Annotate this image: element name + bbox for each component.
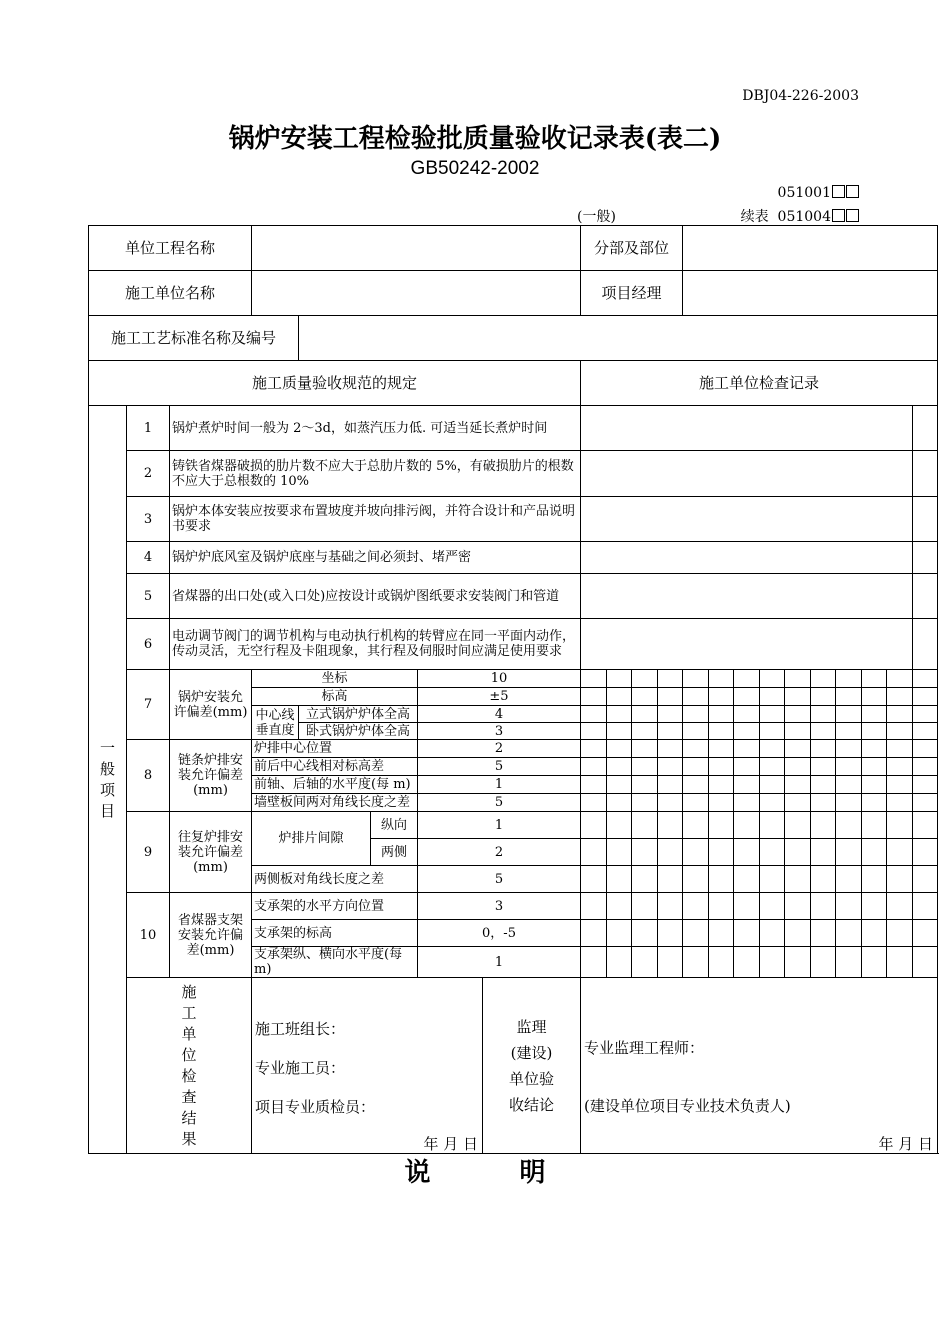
measure-cell[interactable] — [785, 688, 811, 706]
measure-cell[interactable] — [734, 947, 760, 978]
measure-cell[interactable] — [734, 920, 760, 947]
explanation-heading: 说 明 — [404, 1158, 586, 1188]
item-6-no: 6 — [127, 619, 170, 670]
measure-cell[interactable] — [760, 893, 785, 920]
item-8-row-3: 前轴、后轴的水平度(每 m) — [252, 776, 418, 794]
item-2-extra[interactable] — [913, 451, 938, 497]
measure-cell[interactable] — [862, 723, 887, 740]
form-number-1: 051001 — [778, 185, 859, 201]
measure-cell[interactable] — [887, 812, 913, 839]
measure-cell[interactable] — [862, 947, 887, 978]
measure-cell[interactable] — [760, 706, 785, 723]
measure-cell[interactable] — [887, 688, 913, 706]
measure-cell[interactable] — [709, 723, 734, 740]
item-3-record[interactable] — [581, 497, 913, 542]
measure-cell[interactable] — [913, 794, 938, 812]
form-title: 锅炉安装工程检验批质量验收记录表(表二) — [228, 124, 722, 154]
item-5-extra[interactable] — [913, 574, 938, 619]
measure-cell[interactable] — [862, 839, 887, 866]
measure-cell[interactable] — [862, 920, 887, 947]
measure-cell[interactable] — [760, 758, 785, 776]
measure-cell[interactable] — [709, 893, 734, 920]
measure-cell[interactable] — [683, 794, 709, 812]
measure-cell[interactable] — [811, 723, 836, 740]
sub-part-label: 分部及部位 — [581, 226, 683, 271]
measure-cell[interactable] — [658, 812, 683, 839]
construction-unit-field[interactable] — [252, 271, 581, 316]
measure-cell[interactable] — [913, 723, 938, 740]
item-8-row-2: 前后中心线相对标高差 — [252, 758, 418, 776]
measure-cell[interactable] — [836, 893, 862, 920]
measure-cell[interactable] — [913, 758, 938, 776]
measure-cell[interactable] — [581, 670, 607, 688]
measure-cell[interactable] — [836, 866, 862, 893]
measure-cell[interactable] — [887, 758, 913, 776]
measure-cell[interactable] — [913, 893, 938, 920]
measure-cell[interactable] — [811, 670, 836, 688]
measure-cell[interactable] — [760, 947, 785, 978]
item-9-long-value: 1 — [418, 812, 581, 839]
measure-cell[interactable] — [581, 706, 607, 723]
measure-cell[interactable] — [734, 866, 760, 893]
measure-cell[interactable] — [734, 893, 760, 920]
item-9-sides-value: 2 — [418, 839, 581, 866]
measure-cell[interactable] — [862, 740, 887, 758]
measure-cell[interactable] — [836, 794, 862, 812]
measure-cell[interactable] — [581, 920, 607, 947]
measure-cell[interactable] — [836, 740, 862, 758]
item-7-vertical: 立式锅炉炉体全高 — [299, 706, 418, 723]
item-8-no: 8 — [127, 740, 170, 812]
measure-cell[interactable] — [632, 706, 658, 723]
measure-cell[interactable] — [658, 866, 683, 893]
measure-cell[interactable] — [607, 839, 632, 866]
measure-cell[interactable] — [607, 947, 632, 978]
item-9-diag: 两侧板对角线长度之差 — [252, 866, 418, 893]
measure-cell[interactable] — [658, 947, 683, 978]
measure-cell[interactable] — [607, 670, 632, 688]
form-number-2: 续表 051004 — [741, 206, 859, 226]
measure-cell[interactable] — [785, 866, 811, 893]
measure-cell[interactable] — [709, 839, 734, 866]
measure-cell[interactable] — [913, 947, 938, 978]
item-4-record[interactable] — [581, 542, 913, 574]
measure-cell[interactable] — [887, 740, 913, 758]
measure-cell[interactable] — [785, 947, 811, 978]
measure-cell[interactable] — [887, 706, 913, 723]
measure-cell[interactable] — [709, 776, 734, 794]
measure-cell[interactable] — [836, 812, 862, 839]
item-7-center: 中心线垂直度 — [252, 706, 299, 740]
standard-code: GB50242-2002 — [410, 158, 540, 179]
measure-cell[interactable] — [760, 776, 785, 794]
measure-cell[interactable] — [887, 794, 913, 812]
measure-cell[interactable] — [734, 670, 760, 688]
measure-cell[interactable] — [658, 893, 683, 920]
item-7-label: 锅炉安装允许偏差(mm) — [170, 670, 252, 740]
measure-cell[interactable] — [887, 723, 913, 740]
measure-cell[interactable] — [785, 706, 811, 723]
measure-cell[interactable] — [581, 688, 607, 706]
item-1-extra[interactable] — [913, 406, 938, 451]
measure-cell[interactable] — [734, 776, 760, 794]
measure-cell[interactable] — [887, 893, 913, 920]
item-6-extra[interactable] — [913, 619, 938, 670]
measure-cell[interactable] — [734, 794, 760, 812]
measure-cell[interactable] — [632, 723, 658, 740]
measure-cell[interactable] — [734, 839, 760, 866]
measure-cell[interactable] — [887, 670, 913, 688]
measure-cell[interactable] — [709, 740, 734, 758]
measure-cell[interactable] — [785, 839, 811, 866]
item-1-record[interactable] — [581, 406, 913, 451]
measure-cell[interactable] — [658, 776, 683, 794]
item-10-no: 10 — [127, 893, 170, 978]
measure-cell[interactable] — [811, 688, 836, 706]
process-standard-field[interactable] — [299, 316, 938, 361]
measure-cell[interactable] — [683, 758, 709, 776]
construction-unit-label: 施工单位名称 — [89, 271, 252, 316]
measure-cell[interactable] — [683, 688, 709, 706]
item-2-no: 2 — [127, 451, 170, 497]
measure-cell[interactable] — [658, 920, 683, 947]
item-9-no: 9 — [127, 812, 170, 893]
measure-cell[interactable] — [734, 758, 760, 776]
measure-cell[interactable] — [581, 812, 607, 839]
measure-cell[interactable] — [632, 758, 658, 776]
measure-cell[interactable] — [581, 866, 607, 893]
item-8-row-1: 炉排中心位置 — [252, 740, 418, 758]
unit-project-label: 单位工程名称 — [89, 226, 252, 271]
item-9-diag-value: 5 — [418, 866, 581, 893]
measure-cell[interactable] — [785, 670, 811, 688]
measure-cell[interactable] — [683, 723, 709, 740]
measure-cell[interactable] — [658, 839, 683, 866]
item-8-row-4: 墙壁板间两对角线长度之差 — [252, 794, 418, 812]
measure-cell[interactable] — [862, 758, 887, 776]
item-10-label: 省煤器支架安装允许偏差(mm) — [170, 893, 252, 978]
measure-cell[interactable] — [913, 812, 938, 839]
measure-cell[interactable] — [811, 947, 836, 978]
measure-cell[interactable] — [913, 866, 938, 893]
item-3-extra[interactable] — [913, 497, 938, 542]
spec-header: 施工质量验收规范的规定 — [89, 361, 581, 406]
measure-cell[interactable] — [709, 947, 734, 978]
construction-check-result-label: 施工单位检查结果 — [127, 978, 252, 1154]
measure-cell[interactable] — [632, 866, 658, 893]
item-1-text: 锅炉煮炉时间一般为 2～3d，如蒸汽压力低. 可适当延长煮炉时间 — [170, 406, 581, 451]
item-2-text: 铸铁省煤器破损的肋片数不应大于总肋片数的 5%，有破损肋片的根数不应大于总根数的 10% — [170, 451, 581, 497]
measure-cell[interactable] — [836, 839, 862, 866]
measure-cell[interactable] — [887, 839, 913, 866]
measure-cell[interactable] — [581, 839, 607, 866]
measure-cell[interactable] — [607, 706, 632, 723]
general-items-label: 一般项目 — [89, 406, 127, 1154]
item-2-record[interactable] — [581, 451, 913, 497]
measure-cell[interactable] — [607, 758, 632, 776]
item-9-label: 往复炉排安装允许偏差(mm) — [170, 812, 252, 893]
measure-cell[interactable] — [683, 947, 709, 978]
measure-cell[interactable] — [658, 740, 683, 758]
measure-cell[interactable] — [632, 839, 658, 866]
item-1-no: 1 — [127, 406, 170, 451]
measure-cell[interactable] — [760, 670, 785, 688]
item-8-row-2-value: 5 — [418, 758, 581, 776]
measure-cell[interactable] — [785, 794, 811, 812]
item-7-vertical-value: 4 — [418, 706, 581, 723]
measure-cell[interactable] — [760, 688, 785, 706]
construction-date: 年 月 日 — [423, 1135, 478, 1153]
measure-cell[interactable] — [581, 723, 607, 740]
measure-cell[interactable] — [734, 706, 760, 723]
item-8-label: 链条炉排安装允许偏差(mm) — [170, 740, 252, 812]
measure-cell[interactable] — [734, 688, 760, 706]
measure-cell[interactable] — [862, 706, 887, 723]
project-manager-label: 项目经理 — [581, 271, 683, 316]
measure-cell[interactable] — [913, 839, 938, 866]
measure-cell[interactable] — [836, 758, 862, 776]
measure-cell[interactable] — [785, 893, 811, 920]
measure-cell[interactable] — [607, 920, 632, 947]
construction-signoff-block — [252, 978, 483, 1154]
measure-cell[interactable] — [836, 947, 862, 978]
measure-cell[interactable] — [658, 758, 683, 776]
measure-cell[interactable] — [632, 740, 658, 758]
item-8-row-4-value: 5 — [418, 794, 581, 812]
item-8-row-3-value: 1 — [418, 776, 581, 794]
item-10-row-3-value: 1 — [418, 947, 581, 978]
item-7-coord-value: 10 — [418, 670, 581, 688]
measure-cell[interactable] — [683, 706, 709, 723]
measure-cell[interactable] — [811, 740, 836, 758]
measure-cell[interactable] — [632, 776, 658, 794]
measure-cell[interactable] — [836, 706, 862, 723]
item-7-no: 7 — [127, 670, 170, 740]
item-5-record[interactable] — [581, 574, 913, 619]
measure-cell[interactable] — [785, 776, 811, 794]
measure-cell[interactable] — [836, 776, 862, 794]
measure-cell[interactable] — [607, 812, 632, 839]
measure-cell[interactable] — [811, 893, 836, 920]
measure-cell[interactable] — [811, 839, 836, 866]
measure-cell[interactable] — [632, 670, 658, 688]
measure-cell[interactable] — [785, 812, 811, 839]
measure-cell[interactable] — [709, 920, 734, 947]
measure-cell[interactable] — [607, 723, 632, 740]
measure-cell[interactable] — [607, 740, 632, 758]
item-7-horizontal: 卧式锅炉炉体全高 — [299, 723, 418, 740]
measure-cell[interactable] — [734, 723, 760, 740]
supervision-signoff-block — [581, 978, 938, 1154]
measure-cell[interactable] — [632, 947, 658, 978]
measure-cell[interactable] — [632, 920, 658, 947]
document-code: DBJ04-226-2003 — [742, 88, 859, 104]
sub-part-field[interactable] — [683, 226, 938, 271]
team-leader-label: 施工班组长： — [255, 1020, 346, 1038]
item-5-text: 省煤器的出口处(或入口处)应按设计或锅炉图纸要求安装阀门和管道 — [170, 574, 581, 619]
measure-cell[interactable] — [709, 794, 734, 812]
check-record-header: 施工单位检查记录 — [581, 361, 938, 406]
measure-cell[interactable] — [913, 670, 938, 688]
measure-cell[interactable] — [785, 920, 811, 947]
measure-cell[interactable] — [581, 758, 607, 776]
measure-cell[interactable] — [683, 893, 709, 920]
measure-cell[interactable] — [658, 723, 683, 740]
measure-cell[interactable] — [913, 776, 938, 794]
measure-cell[interactable] — [607, 866, 632, 893]
measure-cell[interactable] — [760, 866, 785, 893]
measure-cell[interactable] — [913, 706, 938, 723]
item-7-elev: 标高 — [252, 688, 418, 706]
measure-cell[interactable] — [709, 866, 734, 893]
measure-cell[interactable] — [913, 688, 938, 706]
measure-cell[interactable] — [683, 812, 709, 839]
construction-worker-label: 专业施工员： — [255, 1059, 346, 1077]
measure-cell[interactable] — [632, 688, 658, 706]
item-7-horizontal-value: 3 — [418, 723, 581, 740]
item-10-row-1-value: 3 — [418, 893, 581, 920]
measure-cell[interactable] — [862, 794, 887, 812]
measure-cell[interactable] — [836, 723, 862, 740]
measure-cell[interactable] — [683, 866, 709, 893]
measure-cell[interactable] — [683, 670, 709, 688]
supervision-conclusion-label: 监理(建设)单位验收结论 — [483, 978, 581, 1154]
item-9-gap: 炉排片间隙 — [252, 812, 371, 866]
measure-cell[interactable] — [836, 920, 862, 947]
measure-cell[interactable] — [581, 893, 607, 920]
measure-cell[interactable] — [887, 866, 913, 893]
measure-cell[interactable] — [683, 839, 709, 866]
measure-cell[interactable] — [709, 706, 734, 723]
measure-cell[interactable] — [862, 776, 887, 794]
measure-cell[interactable] — [836, 688, 862, 706]
measure-cell[interactable] — [683, 920, 709, 947]
measure-cell[interactable] — [683, 740, 709, 758]
measure-cell[interactable] — [760, 723, 785, 740]
measure-cell[interactable] — [683, 776, 709, 794]
measure-cell[interactable] — [632, 794, 658, 812]
item-4-text: 锅炉炉底风室及锅炉底座与基础之间必须封、堵严密 — [170, 542, 581, 574]
supervising-engineer-label: 专业监理工程师： — [584, 1039, 705, 1057]
item-5-no: 5 — [127, 574, 170, 619]
measure-cell[interactable] — [607, 893, 632, 920]
measure-cell[interactable] — [607, 688, 632, 706]
item-6-text: 电动调节阀门的调节机构与电动执行机构的转臂应在同一平面内动作，传动灵活，无空行程及卡阻现象，其行程及伺服时间应满足使用要求 — [170, 619, 581, 670]
item-9-sides: 两侧 — [371, 839, 418, 866]
measure-cell[interactable] — [760, 812, 785, 839]
measure-cell[interactable] — [811, 866, 836, 893]
measure-cell[interactable] — [607, 794, 632, 812]
measure-cell[interactable] — [581, 947, 607, 978]
measure-cell[interactable] — [913, 920, 938, 947]
item-10-row-3: 支承架纵、横向水平度(每 m) — [252, 947, 418, 978]
supervision-date: 年 月 日 — [878, 1135, 934, 1153]
measure-cell[interactable] — [862, 893, 887, 920]
measure-cell[interactable] — [581, 776, 607, 794]
measure-cell[interactable] — [785, 723, 811, 740]
measure-cell[interactable] — [785, 758, 811, 776]
measure-cell[interactable] — [581, 794, 607, 812]
measure-cell[interactable] — [658, 670, 683, 688]
measure-cell[interactable] — [734, 812, 760, 839]
measure-cell[interactable] — [862, 812, 887, 839]
measure-cell[interactable] — [887, 776, 913, 794]
item-10-row-2: 支承架的标高 — [252, 920, 418, 947]
item-3-no: 3 — [127, 497, 170, 542]
measure-cell[interactable] — [760, 920, 785, 947]
measure-cell[interactable] — [658, 706, 683, 723]
measure-cell[interactable] — [785, 740, 811, 758]
measure-cell[interactable] — [658, 794, 683, 812]
measure-cell[interactable] — [862, 670, 887, 688]
measure-cell[interactable] — [913, 740, 938, 758]
item-4-no: 4 — [127, 542, 170, 574]
measure-cell[interactable] — [632, 893, 658, 920]
measure-cell[interactable] — [734, 740, 760, 758]
owner-representative-label: (建设单位项目专业技术负责人) — [584, 1097, 791, 1115]
item-9-long: 纵向 — [371, 812, 418, 839]
measure-cell[interactable] — [658, 688, 683, 706]
item-8-row-1-value: 2 — [418, 740, 581, 758]
inspection-table — [88, 225, 938, 1154]
measure-cell[interactable] — [862, 866, 887, 893]
measure-cell[interactable] — [811, 794, 836, 812]
measure-cell[interactable] — [632, 812, 658, 839]
measure-cell[interactable] — [760, 794, 785, 812]
measure-cell[interactable] — [607, 776, 632, 794]
item-10-row-1: 支承架的水平方向位置 — [252, 893, 418, 920]
measure-cell[interactable] — [760, 740, 785, 758]
item-6-record[interactable] — [581, 619, 913, 670]
measure-cell[interactable] — [887, 920, 913, 947]
measure-cell[interactable] — [709, 670, 734, 688]
measure-cell[interactable] — [709, 812, 734, 839]
measure-cell[interactable] — [709, 688, 734, 706]
measure-cell[interactable] — [581, 740, 607, 758]
measure-cell[interactable] — [811, 920, 836, 947]
measure-cell[interactable] — [811, 706, 836, 723]
item-10-row-2-value: 0，-5 — [418, 920, 581, 947]
measure-cell[interactable] — [862, 688, 887, 706]
measure-cell[interactable] — [811, 776, 836, 794]
item-7-elev-value: ±5 — [418, 688, 581, 706]
measure-cell[interactable] — [760, 839, 785, 866]
project-manager-field[interactable] — [683, 271, 938, 316]
item-3-text: 锅炉本体安装应按要求布置坡度并坡向排污阀，并符合设计和产品说明书要求 — [170, 497, 581, 542]
measure-cell[interactable] — [811, 758, 836, 776]
measure-cell[interactable] — [836, 670, 862, 688]
item-7-coord: 坐标 — [252, 670, 418, 688]
quality-inspector-label: 项目专业质检员： — [255, 1098, 376, 1116]
unit-project-field[interactable] — [252, 226, 581, 271]
item-4-extra[interactable] — [913, 542, 938, 574]
process-standard-label: 施工工艺标准名称及编号 — [89, 316, 299, 361]
measure-cell[interactable] — [709, 758, 734, 776]
category-label: (一般) — [577, 209, 616, 225]
measure-cell[interactable] — [887, 947, 913, 978]
measure-cell[interactable] — [811, 812, 836, 839]
